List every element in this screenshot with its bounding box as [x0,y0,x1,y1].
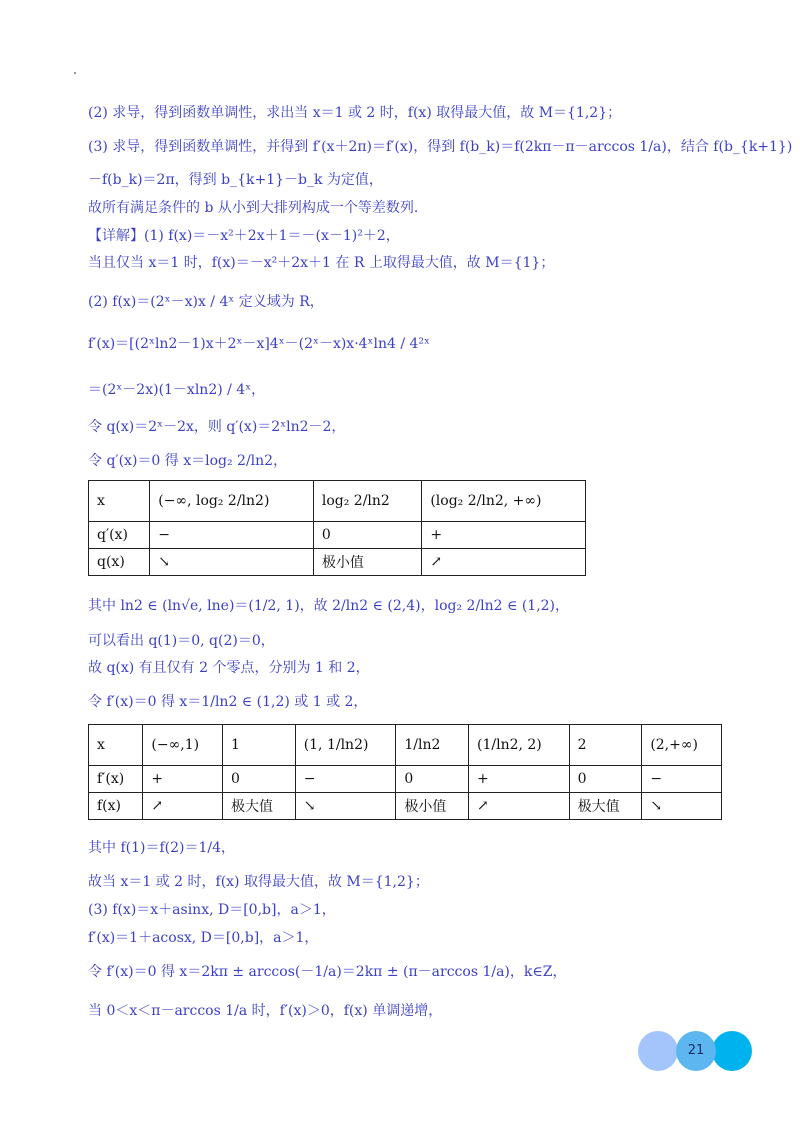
page-badge-circle-right [712,1031,752,1071]
stray-dot [74,72,76,74]
table-cell: 1 [223,725,296,766]
table-cell: x [89,725,143,766]
table-cell: (2,+∞) [642,725,722,766]
table-row [89,481,586,522]
table-row [89,725,722,766]
table-cell: 0 [223,766,296,793]
text-line: 故当 x＝1 或 2 时，f(x) 取得最大值，故 M＝{1,2}； [88,874,429,890]
page-badge-circle-left [638,1031,678,1071]
table-cell: + [143,766,223,793]
table-cell: ↘ [150,549,314,576]
table-cell: q(x) [89,549,150,576]
monotonicity-table-f [88,724,722,820]
table-cell: (1, 1/ln2) [295,725,396,766]
table-cell: (1/ln2, 2) [469,725,570,766]
table-row [89,549,586,576]
monotonicity-table-q [88,480,586,576]
table-cell: 极小值 [396,793,469,820]
table-cell: 2 [569,725,642,766]
text-line: 可以看出 q(1)＝0, q(2)＝0， [88,633,275,649]
text-line: (3) 求导，得到函数单调性，并得到 f′(x＋2π)＝f′(x)，得到 f(b_k)＝f(2kπ－π－arccos 1/a)，结合 f(b_{k+1}) [88,139,793,155]
table-cell: 极小值 [313,549,421,576]
text-line: 其中 ln2 ∈ (ln√e, lne)＝(1/2, 1)，故 2/ln2 ∈ (2,4)，log₂ 2/ln2 ∈ (1,2)， [88,598,570,614]
table-cell: + [469,766,570,793]
text-line: (2) 求导，得到函数单调性，求出当 x＝1 或 2 时，f(x) 取得最大值，故 M＝{1,2}； [88,105,622,121]
table-cell: ↘ [295,793,396,820]
table-cell: 1/ln2 [396,725,469,766]
text-line: ＝(2ˣ－2x)(1－xln2) / 4ˣ， [88,382,266,398]
text-line: 【详解】(1) f(x)＝－x²＋2x＋1＝－(x－1)²＋2， [88,228,400,244]
table-cell: (−∞, log₂ 2/ln2) [150,481,314,522]
table-row [89,522,586,549]
table-cell: − [295,766,396,793]
text-line: f′(x)＝1＋acosx, D＝[0,b]，a＞1， [88,930,319,946]
text-line: 令 f′(x)＝0 得 x＝1/ln2 ∈ (1,2) 或 1 或 2， [88,694,368,710]
table-cell: ↗ [143,793,223,820]
text-line: (3) f(x)＝x＋asinx, D＝[0,b]，a＞1， [88,902,336,918]
table-cell: 极大值 [569,793,642,820]
table-row [89,766,722,793]
table-cell: + [422,522,586,549]
table-cell: − [642,766,722,793]
text-line: 故所有满足条件的 b 从小到大排列构成一个等差数列. [88,200,419,216]
table-cell: ↗ [422,549,586,576]
page-number: 21 [687,1043,705,1058]
table-cell: 0 [396,766,469,793]
table-row [89,793,722,820]
text-line: 令 f′(x)＝0 得 x＝2kπ ± arccos(－1/a)＝2kπ ± (π－arccos 1/a)，k∈Z， [88,964,567,980]
table-cell: 0 [313,522,421,549]
text-line: 故 q(x) 有且仅有 2 个零点，分别为 1 和 2， [88,660,370,676]
table-cell: ↘ [642,793,722,820]
table-cell: − [150,522,314,549]
table-cell: 极大值 [223,793,296,820]
table-cell: f′(x) [89,766,143,793]
text-line: 令 q′(x)＝0 得 x＝log₂ 2/ln2， [88,453,288,469]
text-line: －f(b_k)＝2π，得到 b_{k+1}－b_k 为定值， [88,172,383,188]
table-cell: (−∞,1) [143,725,223,766]
table-cell: x [89,481,150,522]
text-line: 令 q(x)＝2ˣ－2x，则 q′(x)＝2ˣln2－2， [88,419,346,435]
table-cell: 0 [569,766,642,793]
text-line: (2) f(x)＝(2ˣ－x)x / 4ˣ 定义域为 R， [88,294,324,310]
text-line: 当 0＜x＜π－arccos 1/a 时，f′(x)＞0，f(x) 单调递增， [88,1003,443,1019]
table-cell: ↗ [469,793,570,820]
text-line: 当且仅当 x＝1 时，f(x)＝－x²＋2x＋1 在 R 上取得最大值，故 M＝{1}； [88,255,555,271]
table-cell: f(x) [89,793,143,820]
table-cell: log₂ 2/ln2 [313,481,421,522]
text-line: 其中 f(1)＝f(2)＝1/4， [88,840,236,856]
table-cell: (log₂ 2/ln2, +∞) [422,481,586,522]
text-line: f′(x)＝[(2ˣln2－1)x＋2ˣ－x]4ˣ－(2ˣ－x)x·4ˣln4 / 4²ˣ [88,336,430,352]
table-cell: q′(x) [89,522,150,549]
